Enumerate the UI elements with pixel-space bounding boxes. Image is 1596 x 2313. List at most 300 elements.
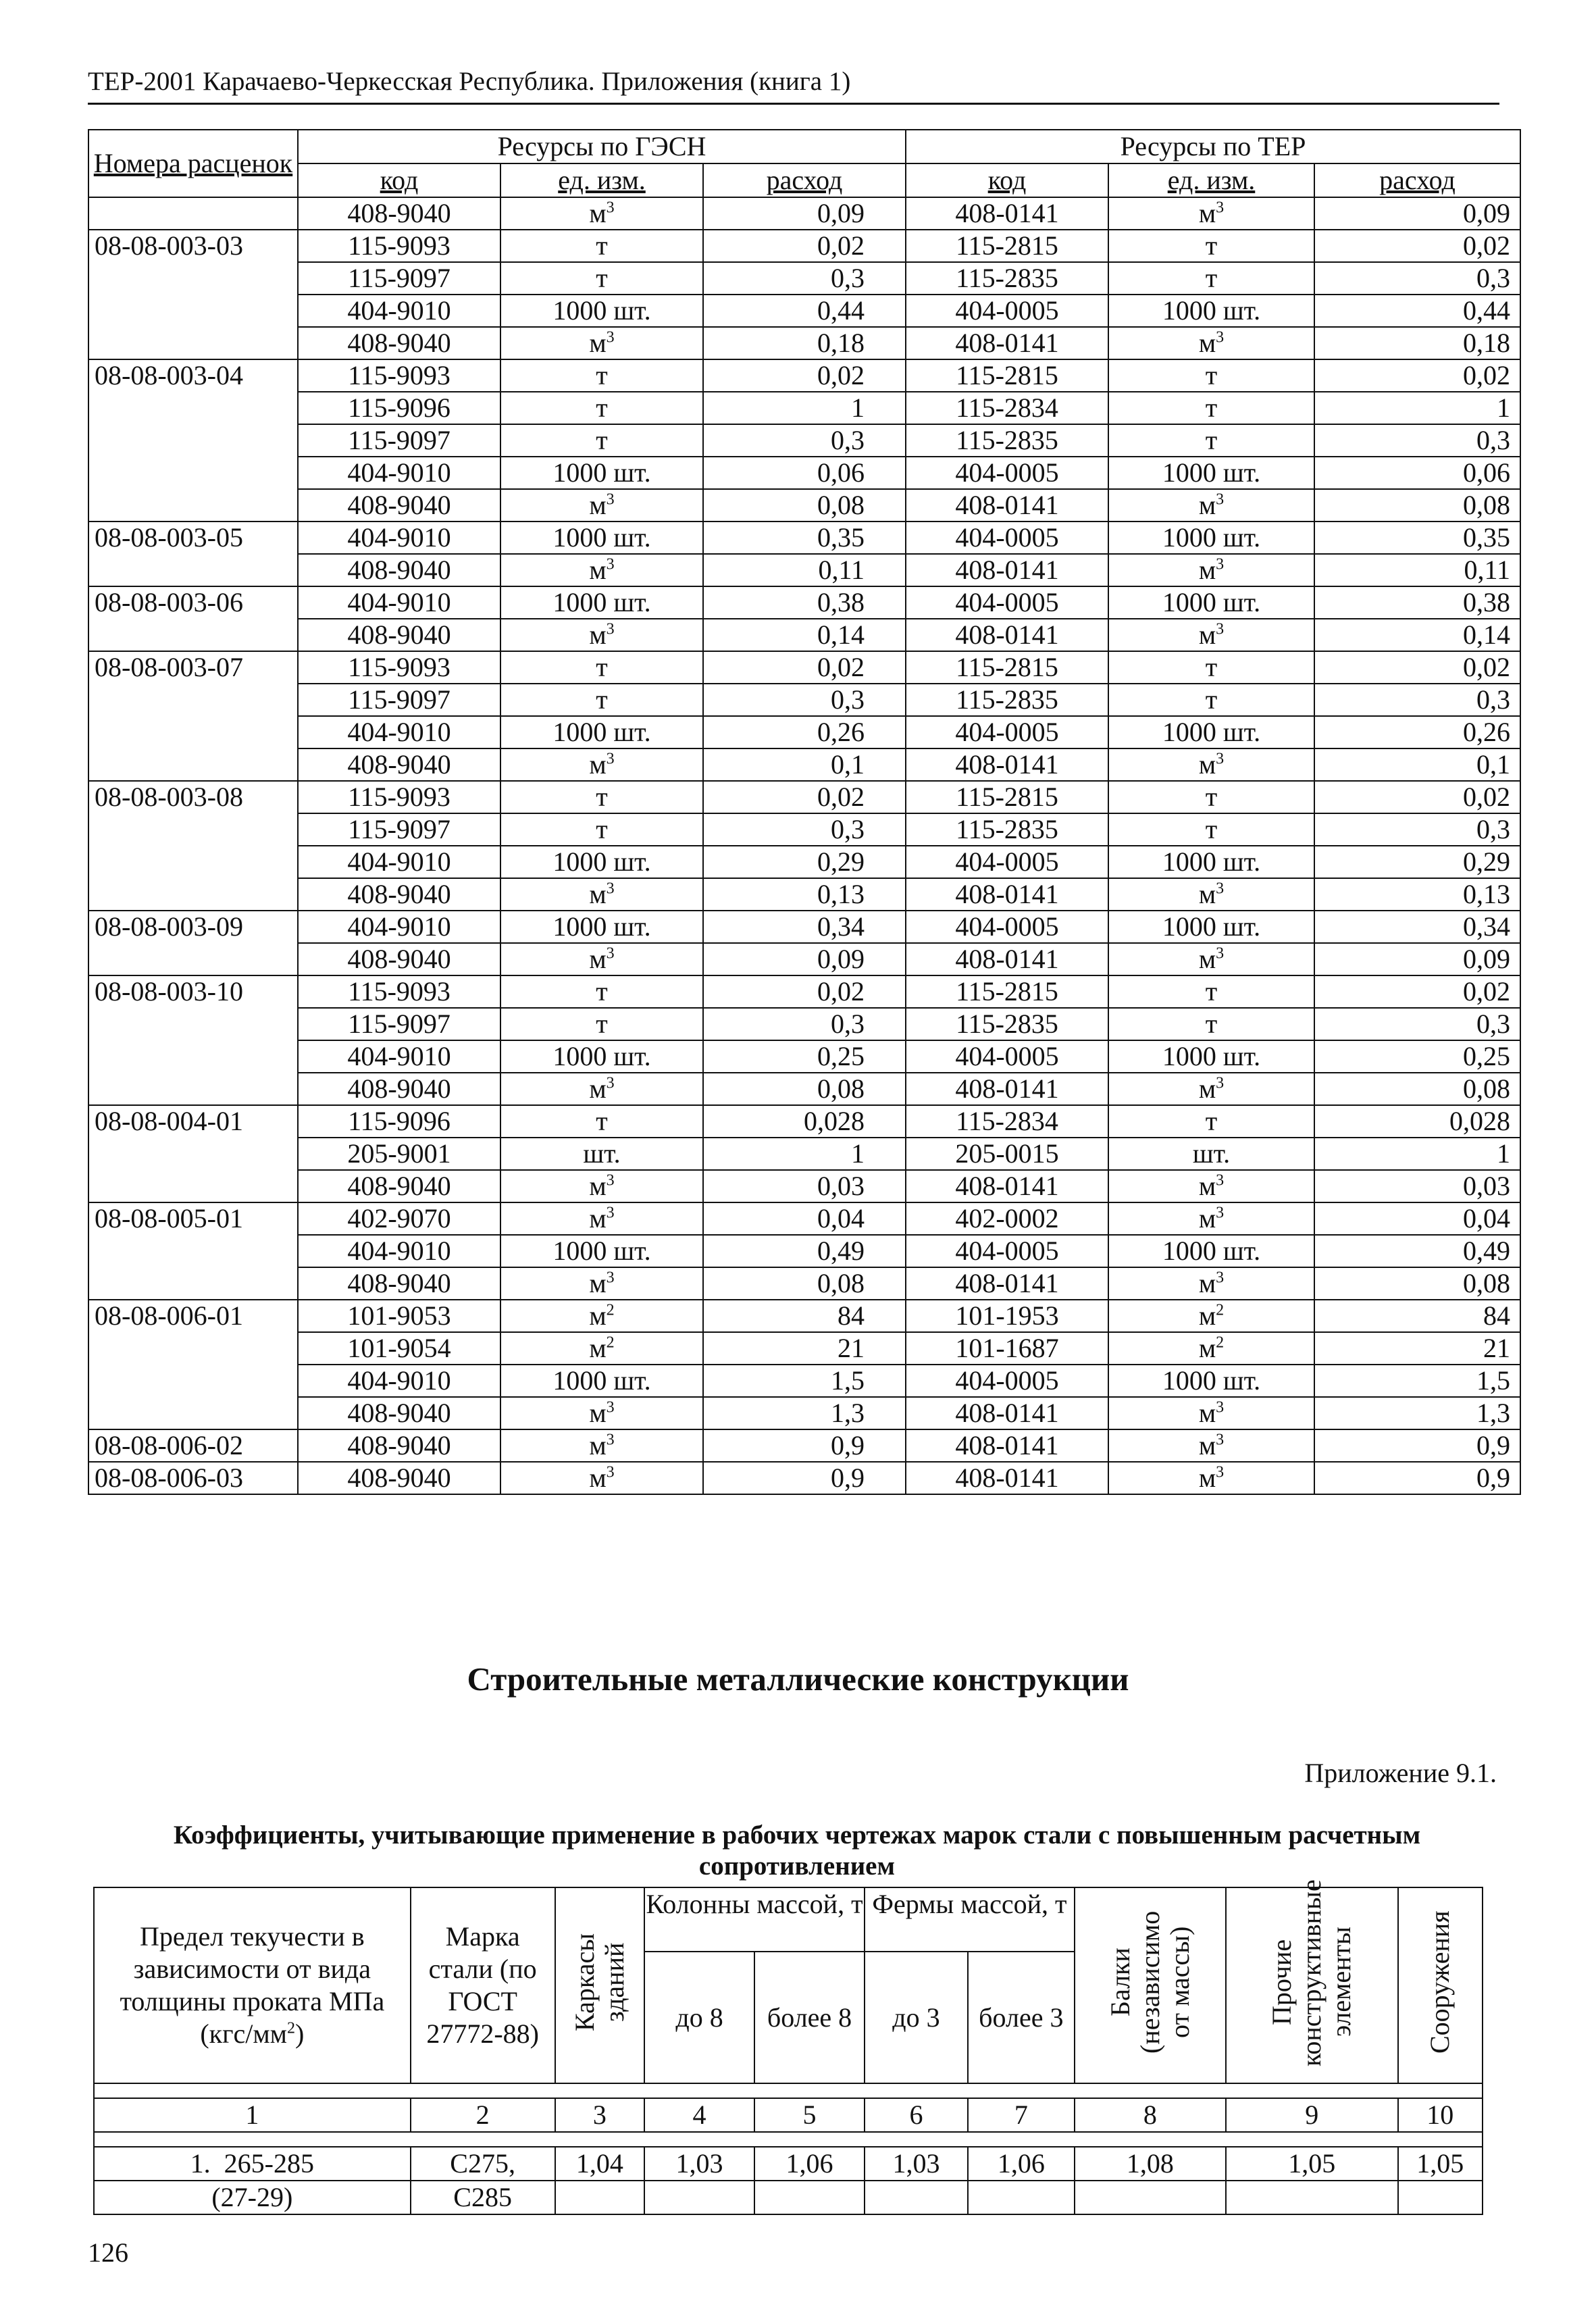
cell-ter-qty: 0,35 (1314, 522, 1520, 554)
cell-gesn-qty: 0,3 (703, 1008, 906, 1040)
column-numbers-row (94, 2098, 1483, 2132)
cell-gesn-qty: 0,44 (703, 295, 906, 327)
cell-ter-unit: $м^3$ (1108, 1462, 1314, 1494)
unit-exponent: 2 (286, 2019, 295, 2037)
cell-ter-unit: т (1108, 651, 1314, 684)
cell-ter-kod: 408-0141 (906, 327, 1108, 359)
cell-gesn-qty: 0,02 (703, 781, 906, 813)
h-other-label: Прочие конструктивные элементы (1266, 1879, 1357, 2066)
header-gesn-rashod-label: расход (766, 165, 843, 195)
header-gesn: Ресурсы по ГЭСН (298, 130, 906, 163)
cell-gesn-qty: 0,08 (703, 489, 906, 522)
cell-ter-qty: 0,3 (1314, 424, 1520, 457)
cell-ter-kod: 408-0141 (906, 1170, 1108, 1202)
cell-ter-qty: 0,03 (1314, 1170, 1520, 1202)
cell-gesn-kod: 408-9040 (298, 1267, 500, 1300)
cell-gesn-qty: 0,3 (703, 813, 906, 846)
unit-exponent: 3 (1216, 1074, 1225, 1092)
cell-gesn-kod: 115-9093 (298, 781, 500, 813)
page-number: 126 (88, 2237, 128, 2268)
unit-exponent: 3 (606, 199, 615, 217)
header-ter-rashod (1314, 163, 1520, 197)
cell-gesn-unit: 1000 шт. (500, 295, 703, 327)
cell-ter-unit: 1000 шт. (1108, 1235, 1314, 1267)
cell-ter-unit: $м^3$ (1108, 748, 1314, 781)
table-row (88, 1397, 1520, 1429)
cell-gesn-kod: 408-9040 (298, 327, 500, 359)
cell-gesn-kod: 404-9010 (298, 457, 500, 489)
data-row-1 (94, 2147, 1483, 2181)
cell-ter-unit: $м^3$ (1108, 878, 1314, 911)
h-frames (555, 1887, 644, 2083)
appendix-label: Приложение 9.1. (1304, 1758, 1497, 1788)
cell-gesn-unit: $м^3$ (500, 554, 703, 586)
unit-exponent: 3 (606, 1171, 615, 1190)
cell-rasc: 08-08-003-05 (88, 522, 298, 586)
cell-ter-qty: 0,9 (1314, 1462, 1520, 1494)
cell-gesn-kod: 101-9053 (298, 1300, 500, 1332)
cell-ter-kod: 115-2835 (906, 813, 1108, 846)
r1-beams: 1,08 (1075, 2147, 1226, 2181)
cell-ter-kod: 408-0141 (906, 748, 1108, 781)
cell-ter-kod: 408-0141 (906, 1429, 1108, 1462)
unit-exponent: 3 (1216, 1463, 1225, 1481)
cell-gesn-qty: 1 (703, 392, 906, 424)
cell-ter-unit: $м^2$ (1108, 1332, 1314, 1365)
cell-ter-unit: 1000 шт. (1108, 295, 1314, 327)
cell-gesn-kod: 404-9010 (298, 846, 500, 878)
cell-ter-qty: 0,29 (1314, 846, 1520, 878)
cell-gesn-unit: шт. (500, 1138, 703, 1170)
cell-rasc (88, 197, 298, 230)
cell-ter-kod: 115-2815 (906, 230, 1108, 262)
cell-gesn-kod: 402-9070 (298, 1202, 500, 1235)
cell-gesn-qty: 0,1 (703, 748, 906, 781)
table-row (88, 1073, 1520, 1105)
table-row (88, 489, 1520, 522)
cell-ter-unit: $м^3$ (1108, 197, 1314, 230)
h-limit: Предел текучести в зависимости от вида толщины проката МПа $(кгс/мм^2)$ (94, 1887, 411, 2083)
cell-ter-unit: $м^3$ (1108, 1170, 1314, 1202)
cell-ter-unit: $м^3$ (1108, 619, 1314, 651)
cell-gesn-kod: 408-9040 (298, 489, 500, 522)
r1-limit-2: (27-29) (94, 2181, 411, 2214)
cell-ter-kod: 115-2815 (906, 651, 1108, 684)
cell-gesn-unit: $м^3$ (500, 1170, 703, 1202)
cell-gesn-qty: 0,04 (703, 1202, 906, 1235)
cell-gesn-qty: 0,11 (703, 554, 906, 586)
cell-gesn-kod: 408-9040 (298, 1397, 500, 1429)
cell-ter-qty: 0,06 (1314, 457, 1520, 489)
coefficients-caption: Коэффициенты, учитывающие применение в рабочих чертежах марок стали с повышенным расчетным сопротивлением (173, 1821, 1421, 1881)
cell-ter-qty: 0,49 (1314, 1235, 1520, 1267)
cell-gesn-qty: 0,14 (703, 619, 906, 651)
cell-ter-qty: 0,08 (1314, 489, 1520, 522)
cell-ter-unit: 1000 шт. (1108, 846, 1314, 878)
cell-ter-qty: 0,3 (1314, 813, 1520, 846)
cell-ter-kod: 408-0141 (906, 1397, 1108, 1429)
unit-exponent: 3 (1216, 328, 1225, 347)
cell-ter-kod: 404-0005 (906, 586, 1108, 619)
cell-ter-kod: 404-0005 (906, 716, 1108, 748)
cell-ter-unit: т (1108, 1008, 1314, 1040)
cell-gesn-qty: 1 (703, 1138, 906, 1170)
cell-ter-unit: т (1108, 424, 1314, 457)
cell-ter-kod: 404-0005 (906, 522, 1108, 554)
cell-gesn-qty: 0,09 (703, 943, 906, 975)
cell-ter-qty: 0,14 (1314, 619, 1520, 651)
cell-gesn-unit: $м^3$ (500, 1202, 703, 1235)
table-row (88, 295, 1520, 327)
cell-gesn-kod: 408-9040 (298, 554, 500, 586)
r1-truss-upto3: 1,03 (865, 2147, 968, 2181)
cell-rasc: 08-08-003-06 (88, 586, 298, 651)
cell-gesn-qty: 1,5 (703, 1365, 906, 1397)
r1-empty-8 (1075, 2181, 1226, 2214)
cell-gesn-kod: 408-9040 (298, 1462, 500, 1494)
cell-gesn-qty: 0,02 (703, 230, 906, 262)
data-row-1-cont (94, 2181, 1483, 2214)
cell-gesn-unit: $м^3$ (500, 327, 703, 359)
header-gesn-kod (298, 163, 500, 197)
cell-ter-qty: 1,5 (1314, 1365, 1520, 1397)
table-row (88, 586, 1520, 619)
cell-ter-kod: 408-0141 (906, 489, 1108, 522)
cell-ter-kod: 408-0141 (906, 197, 1108, 230)
cell-ter-kod: 404-0005 (906, 457, 1108, 489)
cell-gesn-unit: $м^3$ (500, 619, 703, 651)
table-row (88, 457, 1520, 489)
cell-ter-qty: 0,3 (1314, 1008, 1520, 1040)
h-truss-over3: более 3 (968, 1952, 1075, 2083)
cell-ter-kod: 402-0002 (906, 1202, 1108, 1235)
cell-rasc: 08-08-006-01 (88, 1300, 298, 1429)
cell-ter-kod: 115-2835 (906, 684, 1108, 716)
cell-ter-kod: 115-2834 (906, 1105, 1108, 1138)
cell-gesn-kod: 115-9093 (298, 651, 500, 684)
column-number: 5 (754, 2098, 865, 2132)
table-row (88, 878, 1520, 911)
cell-ter-qty: 0,02 (1314, 651, 1520, 684)
cell-ter-kod: 115-2815 (906, 359, 1108, 392)
cell-gesn-qty: 0,38 (703, 586, 906, 619)
cell-gesn-qty: 0,03 (703, 1170, 906, 1202)
cell-ter-kod: 408-0141 (906, 878, 1108, 911)
cell-ter-unit: $м^2$ (1108, 1300, 1314, 1332)
cell-gesn-kod: 101-9054 (298, 1332, 500, 1365)
cell-ter-kod: 408-0141 (906, 1267, 1108, 1300)
column-number: 8 (1075, 2098, 1226, 2132)
cell-gesn-unit: 1000 шт. (500, 1040, 703, 1073)
unit-exponent: 3 (1216, 750, 1225, 768)
cell-ter-kod: 408-0141 (906, 1462, 1108, 1494)
cell-gesn-kod: 404-9010 (298, 716, 500, 748)
cell-ter-unit: 1000 шт. (1108, 911, 1314, 943)
unit-exponent: 3 (606, 1431, 615, 1449)
r1-empty-10 (1398, 2181, 1483, 2214)
cell-gesn-unit: $м^2$ (500, 1332, 703, 1365)
cell-gesn-qty: 0,3 (703, 262, 906, 295)
cell-ter-unit: т (1108, 1105, 1314, 1138)
cell-gesn-qty: 0,09 (703, 197, 906, 230)
cell-gesn-kod: 408-9040 (298, 878, 500, 911)
header-rasc-label: Номера расценок (93, 148, 293, 178)
header-ter-unit (1108, 163, 1314, 197)
r1-empty-4 (644, 2181, 754, 2214)
cell-gesn-kod: 115-9097 (298, 424, 500, 457)
cell-gesn-kod: 115-9096 (298, 1105, 500, 1138)
resources-table-body (88, 197, 1520, 1494)
cell-ter-unit: $м^3$ (1108, 1429, 1314, 1462)
cell-ter-kod: 408-0141 (906, 943, 1108, 975)
cell-ter-unit: $м^3$ (1108, 327, 1314, 359)
r1-col-over8: 1,06 (754, 2147, 865, 2181)
table-row (88, 911, 1520, 943)
table-row (88, 651, 1520, 684)
cell-ter-unit: $м^3$ (1108, 489, 1314, 522)
header-gesn-unit (500, 163, 703, 197)
table-row (88, 1008, 1520, 1040)
cell-gesn-kod: 408-9040 (298, 1073, 500, 1105)
cell-ter-qty: 0,3 (1314, 684, 1520, 716)
cell-gesn-qty: 0,35 (703, 522, 906, 554)
table-row (88, 748, 1520, 781)
cell-ter-unit: $м^3$ (1108, 1397, 1314, 1429)
table-row (88, 1105, 1520, 1138)
cell-ter-qty: 0,02 (1314, 359, 1520, 392)
cell-rasc: 08-08-003-04 (88, 359, 298, 522)
cell-ter-qty: 0,34 (1314, 911, 1520, 943)
r1-empty-5 (754, 2181, 865, 2214)
cell-rasc: 08-08-003-03 (88, 230, 298, 359)
cell-ter-qty: 0,44 (1314, 295, 1520, 327)
cell-ter-qty: 0,08 (1314, 1073, 1520, 1105)
r1-empty-7 (968, 2181, 1075, 2214)
cell-ter-kod: 115-2815 (906, 781, 1108, 813)
cell-gesn-unit: $м^3$ (500, 1267, 703, 1300)
cell-ter-unit: т (1108, 781, 1314, 813)
cell-rasc: 08-08-004-01 (88, 1105, 298, 1202)
cell-ter-qty: 21 (1314, 1332, 1520, 1365)
cell-gesn-unit: т (500, 651, 703, 684)
cell-gesn-unit: т (500, 392, 703, 424)
cell-ter-unit: 1000 шт. (1108, 1040, 1314, 1073)
cell-ter-unit: т (1108, 230, 1314, 262)
section-title: Строительные металлические конструкции (467, 1660, 1129, 1698)
cell-gesn-qty: 0,9 (703, 1429, 906, 1462)
cell-ter-qty: 0,04 (1314, 1202, 1520, 1235)
cell-gesn-unit: 1000 шт. (500, 1235, 703, 1267)
cell-gesn-unit: т (500, 1105, 703, 1138)
cell-ter-qty: 0,3 (1314, 262, 1520, 295)
header-gesn-rashod (703, 163, 906, 197)
cell-ter-kod: 404-0005 (906, 846, 1108, 878)
cell-gesn-qty: 0,25 (703, 1040, 906, 1073)
cell-ter-qty: 0,26 (1314, 716, 1520, 748)
cell-gesn-unit: 1000 шт. (500, 457, 703, 489)
cell-ter-qty: 0,028 (1314, 1105, 1520, 1138)
table-row (88, 1202, 1520, 1235)
table-row (88, 327, 1520, 359)
header-ter-kod-label: код (987, 165, 1027, 195)
h-struct-label: Сооружения (1424, 1910, 1456, 2054)
r1-frames: 1,04 (555, 2147, 644, 2181)
cell-gesn-unit: т (500, 813, 703, 846)
cell-ter-kod: 408-0141 (906, 554, 1108, 586)
running-header: ТЕР-2001 Карачаево-Черкесская Республика. Приложения (книга 1) (88, 67, 851, 96)
cell-gesn-kod: 408-9040 (298, 1429, 500, 1462)
h-grade: Марка стали (по ГОСТ 27772-88) (411, 1887, 555, 2083)
cell-gesn-qty: 21 (703, 1332, 906, 1365)
column-number: 2 (411, 2098, 555, 2132)
unit-exponent: 3 (606, 1204, 615, 1222)
cell-gesn-kod: 404-9010 (298, 911, 500, 943)
cell-gesn-qty: 0,3 (703, 684, 906, 716)
unit-exponent: 3 (606, 620, 615, 638)
cell-gesn-kod: 115-9093 (298, 975, 500, 1008)
column-number: 6 (865, 2098, 968, 2132)
table-row (88, 943, 1520, 975)
cell-gesn-qty: 0,02 (703, 651, 906, 684)
cell-ter-unit: 1000 шт. (1108, 457, 1314, 489)
unit-exponent: 2 (606, 1333, 615, 1352)
cell-gesn-unit: т (500, 359, 703, 392)
header-ter-kod (906, 163, 1108, 197)
r1-empty-6 (865, 2181, 968, 2214)
table-row (88, 781, 1520, 813)
cell-ter-kod: 115-2835 (906, 424, 1108, 457)
header-rasc (88, 130, 298, 197)
cell-ter-qty: 84 (1314, 1300, 1520, 1332)
cell-gesn-unit: $м^3$ (500, 1397, 703, 1429)
unit-exponent: 3 (606, 1269, 615, 1287)
column-number: 1 (94, 2098, 411, 2132)
table-row (88, 684, 1520, 716)
header-gap (94, 2083, 1483, 2098)
cell-gesn-unit: $м^3$ (500, 1462, 703, 1494)
unit-exponent: 3 (606, 944, 615, 963)
cell-ter-qty: 0,02 (1314, 975, 1520, 1008)
cell-ter-unit: 1000 шт. (1108, 716, 1314, 748)
cell-gesn-unit: т (500, 781, 703, 813)
h-col-upto8: до 8 (644, 1952, 754, 2083)
unit-exponent: 3 (1216, 1171, 1225, 1190)
cell-rasc: 08-08-003-09 (88, 911, 298, 975)
cell-gesn-unit: 1000 шт. (500, 522, 703, 554)
h-columns: Колонны массой, т (644, 1887, 865, 1952)
table-row (88, 424, 1520, 457)
r1-other: 1,05 (1226, 2147, 1398, 2181)
cell-gesn-qty: 0,02 (703, 359, 906, 392)
table-row (88, 1040, 1520, 1073)
cell-ter-kod: 404-0005 (906, 911, 1108, 943)
cell-gesn-kod: 115-9096 (298, 392, 500, 424)
cell-ter-unit: т (1108, 359, 1314, 392)
cell-gesn-unit: 1000 шт. (500, 1365, 703, 1397)
cell-gesn-unit: 1000 шт. (500, 911, 703, 943)
table-row (88, 392, 1520, 424)
table-row (88, 230, 1520, 262)
column-number: 3 (555, 2098, 644, 2132)
cell-gesn-qty: 1,3 (703, 1397, 906, 1429)
cell-ter-qty: 0,11 (1314, 554, 1520, 586)
cell-ter-kod: 101-1687 (906, 1332, 1108, 1365)
column-number: 10 (1398, 2098, 1483, 2132)
header-gesn-kod-label: код (380, 165, 419, 195)
r1-limit: 1. 265-285 (94, 2147, 411, 2181)
cell-rasc: 08-08-003-10 (88, 975, 298, 1105)
cell-ter-kod: 115-2835 (906, 1008, 1108, 1040)
unit-exponent: 3 (1216, 199, 1225, 217)
table-row (88, 359, 1520, 392)
cell-gesn-kod: 408-9040 (298, 619, 500, 651)
cell-gesn-qty: 0,3 (703, 424, 906, 457)
table-row (88, 554, 1520, 586)
table-row (88, 1300, 1520, 1332)
cell-gesn-unit: т (500, 262, 703, 295)
cell-ter-unit: т (1108, 392, 1314, 424)
cell-gesn-kod: 404-9010 (298, 1365, 500, 1397)
table-row (88, 1235, 1520, 1267)
cell-ter-unit: $м^3$ (1108, 1202, 1314, 1235)
cell-ter-unit: т (1108, 813, 1314, 846)
cell-ter-unit: 1000 шт. (1108, 586, 1314, 619)
cell-ter-unit: $м^3$ (1108, 554, 1314, 586)
table-row (88, 1429, 1520, 1462)
cell-ter-qty: 0,9 (1314, 1429, 1520, 1462)
cell-ter-unit: 1000 шт. (1108, 1365, 1314, 1397)
cell-ter-qty: 1,3 (1314, 1397, 1520, 1429)
table-row (88, 1138, 1520, 1170)
unit-exponent: 3 (1216, 1269, 1225, 1287)
cell-ter-kod: 115-2835 (906, 262, 1108, 295)
cell-ter-unit: т (1108, 262, 1314, 295)
cell-ter-kod: 115-2815 (906, 975, 1108, 1008)
cell-ter-kod: 404-0005 (906, 1235, 1108, 1267)
cell-gesn-unit: т (500, 684, 703, 716)
coefficients-table (93, 1879, 1483, 2215)
cell-gesn-kod: 115-9093 (298, 230, 500, 262)
unit-exponent: 2 (1216, 1333, 1225, 1352)
r1-col-upto8: 1,03 (644, 2147, 754, 2181)
cell-gesn-unit: $м^3$ (500, 489, 703, 522)
header-ter-rashod-label: расход (1379, 165, 1456, 195)
cell-gesn-kod: 408-9040 (298, 1170, 500, 1202)
unit-exponent: 3 (1216, 1431, 1225, 1449)
table-row (88, 1267, 1520, 1300)
table-row (88, 975, 1520, 1008)
h-col-over8: более 8 (754, 1952, 865, 2083)
cell-ter-qty: 0,25 (1314, 1040, 1520, 1073)
cell-gesn-qty: 0,9 (703, 1462, 906, 1494)
cell-gesn-kod: 408-9040 (298, 748, 500, 781)
column-number: 9 (1226, 2098, 1398, 2132)
cell-gesn-kod: 115-9097 (298, 813, 500, 846)
header-gesn-unit-label: ед. изм. (558, 165, 646, 195)
r1-truss-over3: 1,06 (968, 2147, 1075, 2181)
cell-gesn-kod: 205-9001 (298, 1138, 500, 1170)
cell-gesn-qty: 0,26 (703, 716, 906, 748)
cell-ter-qty: 1 (1314, 1138, 1520, 1170)
numbers-gap (94, 2132, 1483, 2147)
cell-gesn-qty: 0,13 (703, 878, 906, 911)
unit-exponent: 3 (1216, 944, 1225, 963)
column-number: 4 (644, 2098, 754, 2132)
cell-gesn-kod: 115-9097 (298, 1008, 500, 1040)
cell-gesn-qty: 0,06 (703, 457, 906, 489)
cell-ter-qty: 0,1 (1314, 748, 1520, 781)
cell-gesn-kod: 408-9040 (298, 943, 500, 975)
